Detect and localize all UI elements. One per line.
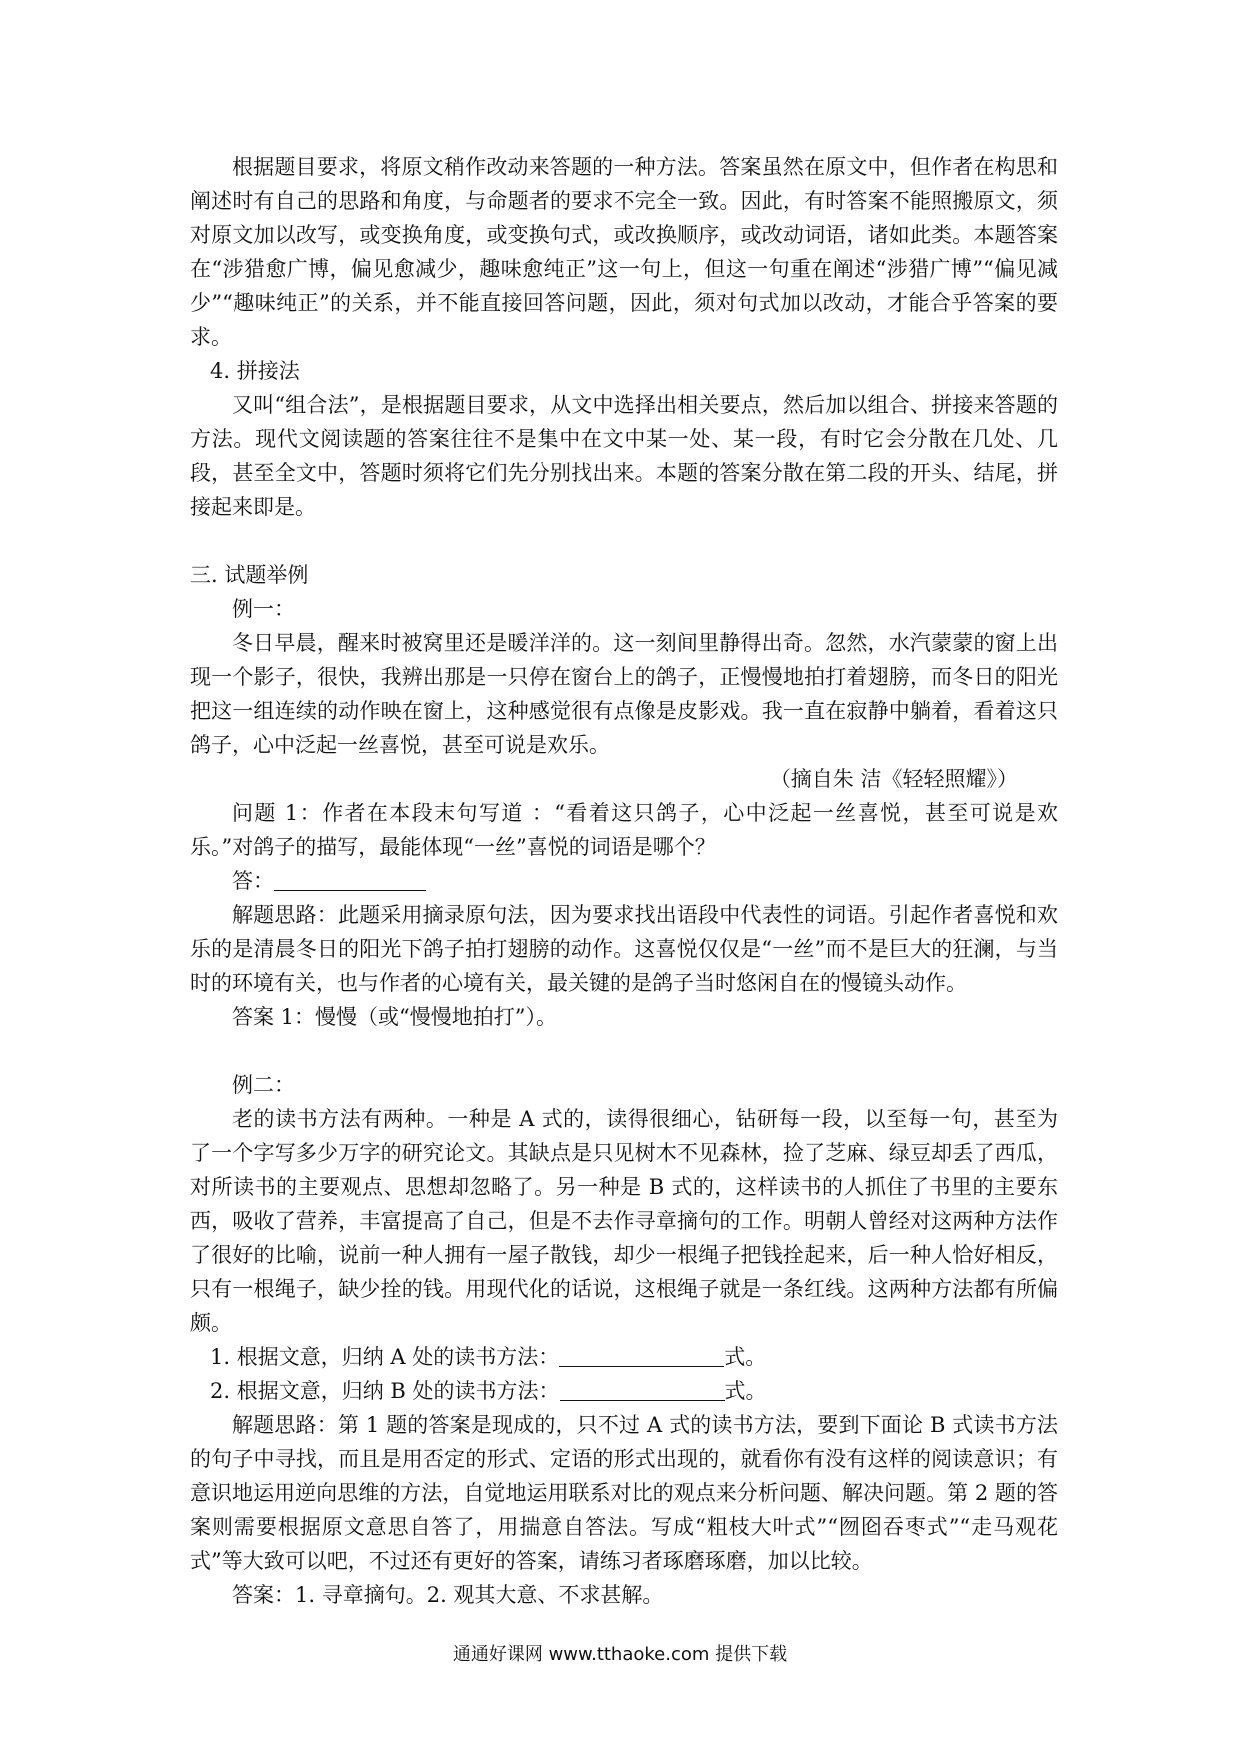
question-2-text: 2. 根据文意，归纳 B 处的读书方法： xyxy=(210,1379,560,1403)
example-1-passage: 冬日早晨，醒来时被窝里还是暖洋洋的。这一刻间里静得出奇。忽然，水汽蒙蒙的窗上出现一个影子，很快，我辨出那是一只停在窗台上的鸽子，正慢慢地拍打着翅膀，而冬日的阳光把这一组连续的动作映在窗上，这种感觉很有点像是皮影戏。我一直在寂静中躺着，看着这只鸽子，心中泛起一丝喜悦，甚至可说是欢乐。 xyxy=(190,631,1058,757)
example-1-answer: 答案 1：慢慢（或“慢慢地拍打”）。 xyxy=(232,1005,558,1029)
example-2-answer: 答案：1. 寻章摘句。2. 观其大意、不求甚解。 xyxy=(232,1583,664,1607)
document-body xyxy=(190,150,1058,1612)
question-1-blank[interactable] xyxy=(559,1344,724,1367)
question-1-line xyxy=(190,1340,1058,1374)
paragraph-gaixie-method: 根据题目要求，将原文稍作改动来答题的一种方法。答案虽然在原文中，但作者在构思和阐述时有自己的思路和角度，与命题者的要求不完全一致。因此，有时答案不能照搬原文，须对原文加以改写，或变换角度，或变换句式，或改换顺序，或改动词语，诸如此类。本题答案在“涉猎愈广博，偏见愈减少，趣味愈纯正”这一句上，但这一句重在阐述“涉猎广博”“偏见减少”“趣味纯正”的关系，并不能直接回答问题，因此，须对句式加以改动，才能合乎答案的要求。 xyxy=(190,155,1058,349)
paragraph-pinjie-method: 又叫“组合法”，是根据题目要求，从文中选择出相关要点，然后加以组合、拼接来答题的方法。现代文阅读题的答案往往不是集中在文中某一处、某一段，有时它会分散在几处、几段，甚至全文中，答题时须将它们先分别找出来。本题的答案分散在第二段的开头、结尾，拼接起来即是。 xyxy=(190,393,1058,519)
example-2-passage: 老的读书方法有两种。一种是 A 式的，读得很细心，钻研每一段，以至每一句，甚至为了一个字写多少万字的研究论文。其缺点是只见树木不见森林，捡了芝麻、绿豆却丢了西瓜，对所读书的主要观点、思想却忽略了。另一种是 B 式的，这样读书的人抓住了书里的主要东西，吸收了营养，丰富提高了自己，但是不去作寻章摘句的工作。明朝人曾经对这两种方法作了很好的比喻，说前一种人拥有一屋子散钱，却少一根绳子把钱拴起来，后一种人恰好相反，只有一根绳子，缺少拴的钱。用现代化的话说，这根绳子就是一条红线。这两种方法都有所偏颇。 xyxy=(190,1107,1058,1335)
example-1-label: 例一： xyxy=(232,597,295,621)
page-footer: 通通好课网 www.tthaoke.com 提供下载 xyxy=(452,1644,788,1665)
question-2-suffix: 式。 xyxy=(724,1379,767,1403)
question-1-text: 1. 根据文意，归纳 A 处的读书方法： xyxy=(210,1345,560,1369)
section-3-heading: 三. 试题举例 xyxy=(190,563,309,587)
question-1-suffix: 式。 xyxy=(724,1345,767,1369)
example-1-question: 问题 1：作者在本段末句写道 ：“看着这只鸽子，心中泛起一丝喜悦，甚至可说是欢乐。”对鸽子的描写，最能体现“一丝”喜悦的词语是哪个？ xyxy=(190,801,1058,859)
question-2-blank[interactable] xyxy=(560,1378,725,1401)
answer-label: 答： xyxy=(232,869,274,893)
example-1-analysis: 解题思路：此题采用摘录原句法，因为要求找出语段中代表性的词语。引起作者喜悦和欢乐的是清晨冬日的阳光下鸽子拍打翅膀的动作。这喜悦仅仅是“一丝”而不是巨大的狂澜，与当时的环境有关，也与作者的心境有关，最关键的是鸽子当时悠闲自在的慢镜头动作。 xyxy=(190,903,1058,995)
example-2-analysis: 解题思路：第 1 题的答案是现成的，只不过 A 式的读书方法，要到下面论 B 式读书方法的句子中寻找，而且是用否定的形式、定语的形式出现的，就看你有没有这样的阅读意识；有意识地运用逆向思维的方法，自觉地运用联系对比的观点来分析问题、解决问题。第 2 题的答案则需要根据原文意思自答了，用揣意自答法。写成“粗枝大叶式”“囫囵吞枣式”“走马观花式”等大致可以吧，不过还有更好的答案，请练习者琢磨琢磨，加以比较。 xyxy=(190,1413,1058,1573)
example-2-label: 例二： xyxy=(232,1073,295,1097)
question-2-line xyxy=(190,1374,1058,1408)
answer-blank[interactable] xyxy=(274,868,426,891)
example-1-source: （摘自朱 洁《轻轻照耀》） xyxy=(769,767,1018,791)
item-4-title: 4. 拼接法 xyxy=(210,359,300,383)
example-1-answer-line xyxy=(190,864,1058,898)
